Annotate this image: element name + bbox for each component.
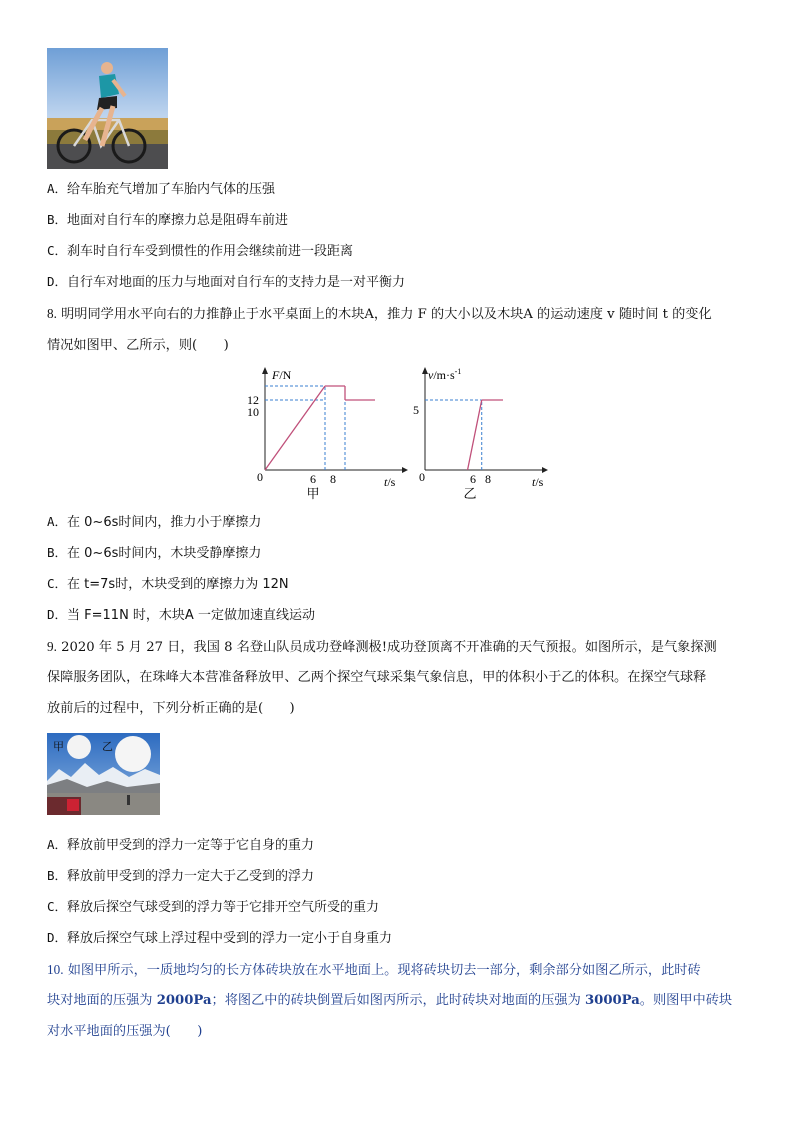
velocity-series [468, 400, 503, 470]
guide-lines [425, 400, 482, 470]
y-axis-label: F/N [272, 368, 292, 382]
chart-caption: 甲 [306, 486, 320, 501]
x-tick-6: 6 [310, 472, 316, 486]
q8-option-c: C．在 t=7s时，木块受到的摩擦力为 12N [47, 576, 289, 592]
q9-option-d: D．释放后探空气球上浮过程中受到的浮力一定小于自身重力 [47, 930, 393, 946]
q10-stem-line3: 对水平地面的压强为( ) [47, 1024, 203, 1039]
svg-text:乙: 乙 [102, 741, 113, 753]
y-axis-arrow [262, 367, 268, 374]
q9-option-c: C．释放后探空气球受到的浮力等于它排开空气所受的重力 [47, 899, 380, 915]
svg-text:甲: 甲 [53, 741, 64, 753]
origin-label: 0 [257, 470, 263, 484]
q8-option-a: A．在 0~6s时间内，推力小于摩擦力 [47, 514, 262, 530]
x-tick-8: 8 [330, 472, 336, 486]
guide-lines [265, 386, 345, 470]
series-segment [265, 386, 325, 470]
series-segment [468, 400, 482, 470]
y-tick-12: 12 [247, 393, 259, 407]
force-series [265, 386, 375, 470]
q8-option-d: D．当 F=11N 时，木块A 一定做加速直线运动 [47, 607, 315, 623]
q9-stem-line3: 放前后的过程中，下列分析正确的是( ) [47, 701, 295, 716]
cyclist-photo [47, 48, 168, 169]
q7-option-c: C．刹车时自行车受到惯性的作用会继续前进一段距离 [47, 243, 354, 259]
q8-option-b: B．在 0~6s时间内，木块受静摩擦力 [47, 545, 262, 561]
q10-stem-line2: 块对地面的压强为 2000Pa；将图乙中的砖块倒置后如图丙所示，此时砖块对地面的压强为 3000Pa。则图甲中砖块 [47, 993, 733, 1008]
q7-option-d: D．自行车对地面的压力与地面对自行车的支持力是一对平衡力 [47, 274, 406, 290]
y-axis-label: $v/m\cdot s^{-1}$ [428, 367, 462, 382]
x-tick-6: 6 [470, 472, 476, 486]
q10-stem-line1: 10. 如图甲所示，一质地均匀的长方体砖块放在水平地面上。现将砖块切去一部分，剩余部分如图乙所示，此时砖 [47, 962, 701, 978]
x-tick-8: 8 [485, 472, 491, 486]
y-tick-10: 10 [247, 405, 259, 419]
x-axis-arrow [402, 467, 408, 473]
chart-velocity-time [410, 362, 570, 507]
q8-stem-line1: 8. 明明同学用水平向右的力推静止于水平桌面上的木块A，推力 F 的大小以及木块A 的运动速度 v 随时间 t 的变化 [47, 306, 712, 322]
q9-option-b: B．释放前甲受到的浮力一定大于乙受到的浮力 [47, 868, 315, 884]
origin-label: 0 [419, 470, 425, 484]
q9-option-a: A．释放前甲受到的浮力一定等于它自身的重力 [47, 837, 315, 853]
q9-stem-line1: 9. 2020 年 5 月 27 日，我国 8 名登山队员成功登峰测极!成功登顶离不开准确的天气预报。如图所示，是气象探测 [47, 639, 717, 655]
chart-force-time [247, 362, 410, 507]
y-tick-5: 5 [413, 403, 419, 417]
chart-caption: 乙 [463, 486, 477, 501]
x-axis-label: t/s [532, 475, 544, 489]
q8-stem-line2: 情况如图甲、乙所示，则( ) [47, 338, 229, 353]
x-axis-label: t/s [384, 475, 396, 489]
q7-option-a: A．给车胎充气增加了车胎内气体的压强 [47, 181, 276, 197]
balloons-photo [47, 733, 160, 815]
q7-option-b: B．地面对自行车的摩擦力总是阻碍车前进 [47, 212, 289, 228]
x-axis-arrow [542, 467, 548, 473]
q9-stem-line2: 保障服务团队，在珠峰大本营准备释放甲、乙两个探空气球采集气象信息，甲的体积小于乙的体积。在探空气球释 [47, 670, 707, 685]
